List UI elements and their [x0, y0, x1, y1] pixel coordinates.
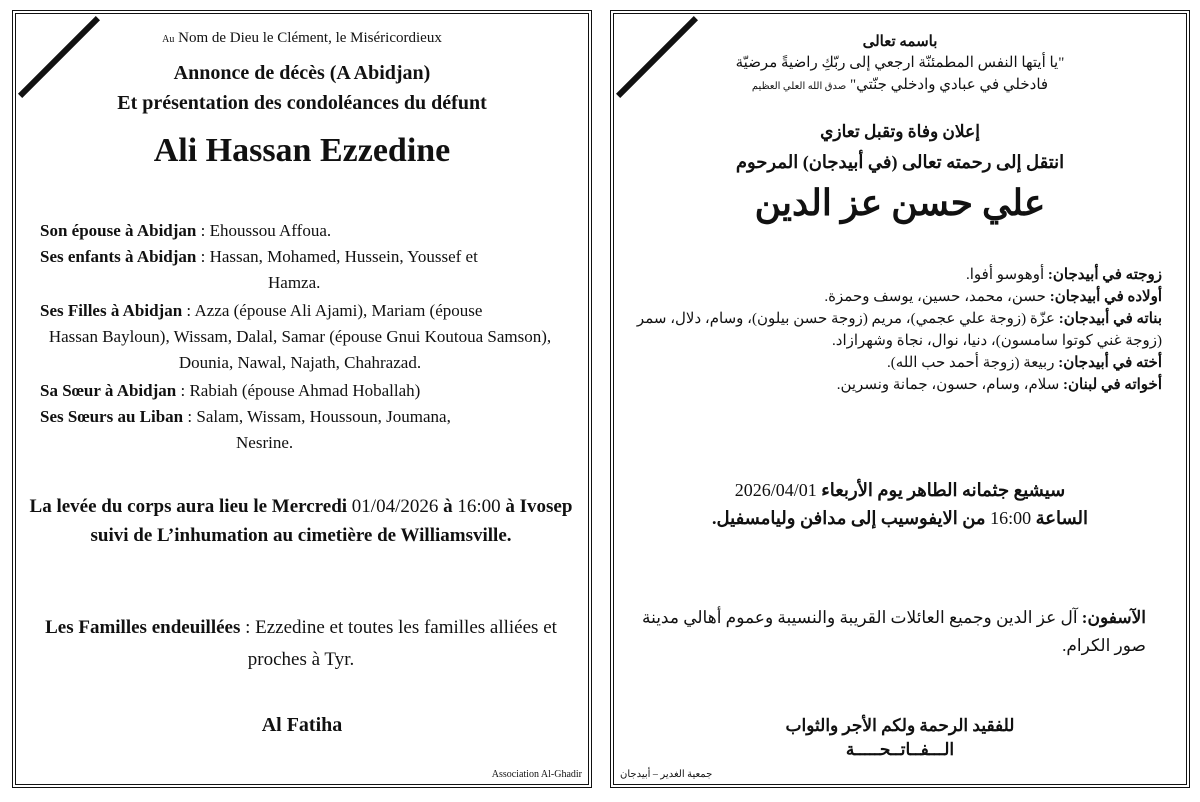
family-label: Son épouse à Abidjan: [40, 221, 197, 240]
family-cont: Hamza.: [268, 273, 321, 292]
family-sisters-lebanon: [40, 404, 570, 456]
arabic-closing: [614, 714, 1186, 762]
funeral-place: من الايفوسيب إلى مدافن وليامسفيل.: [712, 508, 986, 528]
family-text: حسن، محمد، حسين، يوسف وحمزة.: [824, 289, 1050, 305]
arabic-deceased-name: علي حسن عز الدين: [754, 183, 1046, 223]
family-label: Ses enfants à Abidjan: [40, 247, 197, 266]
family-cont: Hassan Bayloun), Wissam, Dalal, Samar (épouse Gnui Koutoua Samson), Dounia, Nawal, Najath, Chahrazad.: [48, 327, 552, 372]
french-title-line1: Annonce de décès (A Abidjan): [173, 62, 431, 84]
arabic-invocation: باسمه تعالى: [862, 34, 938, 50]
family-daughters: [40, 298, 570, 376]
family-text: : Rabiah (épouse Ahmad Hoballah): [176, 381, 421, 400]
french-title: [16, 58, 588, 118]
arabic-title: إعلان وفاة وتقبل تعازي: [820, 122, 980, 141]
verse-line2: فادخلي في عبادي وادخلي جنّتي": [849, 77, 1049, 93]
arabic-intro: انتقل إلى رحمته تعالى (في أبيدجان) المرحوم: [735, 152, 1065, 172]
mourners-text: آل عز الدين وجميع العائلات القريبة والنسيبة وعموم أهالي مدينة صور الكرام.: [641, 608, 1146, 655]
family-label: أخواته في لبنان:: [1063, 377, 1162, 393]
family-text: : Ehoussou Affoua.: [196, 221, 332, 240]
invocation-text: Nom de Dieu le Clément, le Miséricordieux: [178, 30, 442, 46]
quran-verse: [614, 52, 1186, 98]
verse-source: صدق الله العلي العظيم: [751, 81, 847, 92]
family-label: Ses Filles à Abidjan: [40, 301, 183, 320]
french-deceased-name: Ali Hassan Ezzedine: [153, 132, 451, 169]
family-text: : Hassan, Mohamed, Hussein, Youssef et: [196, 247, 478, 266]
family-spouse-ar: [622, 264, 1162, 286]
french-announcement-card: [12, 10, 592, 788]
fatiha-closing: Al Fatiha: [261, 714, 343, 736]
arabic-family-list: [622, 264, 1162, 396]
family-label: بناته في أبيدجان:: [1058, 311, 1162, 327]
arabic-association-signature: جمعية الغدير – أبيدجان: [620, 769, 713, 780]
family-text: سلام، وسام، حسون، جمانة ونسرين.: [836, 377, 1064, 393]
family-children-ar: [622, 286, 1162, 308]
arabic-mourners: [636, 604, 1146, 660]
family-spouse: [40, 218, 570, 244]
closing-line1: للفقيد الرحمة ولكم الأجر والثواب: [785, 716, 1015, 735]
arabic-announcement-card: [610, 10, 1190, 788]
family-children: [40, 244, 570, 296]
french-title-line2: Et présentation des condoléances du défunt: [117, 92, 487, 114]
levee-at: à: [443, 496, 453, 517]
association-signature: Association Al-Ghadir: [491, 769, 582, 780]
family-label: أولاده في أبيدجان:: [1049, 289, 1162, 305]
bereaved-families: [26, 612, 576, 676]
verse-line1: "يا أيتها النفس المطمئنّة ارجعي إلى ربّكِ راضيةً مرضيّة: [735, 55, 1065, 71]
family-sister: [40, 378, 570, 404]
family-label: زوجته في أبيدجان:: [1047, 267, 1162, 283]
family-text: : Azza (épouse Ali Ajami), Mariam (épouse: [182, 301, 483, 320]
invocation-prefix: Au: [162, 34, 175, 45]
funeral-line1: سيشيع جثمانه الطاهر يوم الأربعاء: [821, 480, 1066, 500]
funeral-time: 16:00: [990, 508, 1032, 528]
family-text: أوهوسو أفوا.: [965, 267, 1048, 283]
funeral-announcement: [26, 492, 576, 550]
levee-date: 01/04/2026: [351, 496, 439, 517]
family-text: عزّة (زوجة علي عجمي)، مريم (زوجة حسن بيلون)، وسام، دلال، سمر (زوجة غني كوتوا سامسون)، دنيا، نوال، نجاة وشهرازاد.: [636, 311, 1162, 349]
levee-place: à Ivosep suivi de L’inhumation au cimetière de Williamsville.: [90, 496, 573, 546]
mourners-label: الآسفون:: [1081, 608, 1146, 627]
family-label: أخته في أبيدجان:: [1058, 355, 1162, 371]
family-label: Ses Sœurs au Liban: [40, 407, 184, 426]
family-sisters-lebanon-ar: [622, 374, 1162, 396]
funeral-date: 2026/04/01: [734, 480, 817, 500]
french-invocation: [16, 30, 588, 47]
levee-time: 16:00: [457, 496, 501, 517]
family-cont: Nesrine.: [236, 433, 294, 452]
arabic-funeral-announcement: [614, 476, 1186, 532]
family-sister-ar: [622, 352, 1162, 374]
family-label: Sa Sœur à Abidjan: [40, 381, 177, 400]
family-text: ربيعة (زوجة أحمد حب الله).: [886, 355, 1059, 371]
levee-text: La levée du corps aura lieu le Mercredi: [29, 496, 348, 517]
bereaved-label: Les Familles endeuillées: [45, 617, 241, 638]
family-daughters-ar: [622, 308, 1162, 352]
funeral-hour-label: الساعة: [1035, 508, 1088, 528]
closing-fatiha: الـــفــاتــحـــــة: [845, 740, 955, 759]
bereaved-text: : Ezzedine et toutes les familles alliées et proches à Tyr.: [240, 617, 557, 670]
family-text: : Salam, Wissam, Houssoun, Joumana,: [183, 407, 451, 426]
